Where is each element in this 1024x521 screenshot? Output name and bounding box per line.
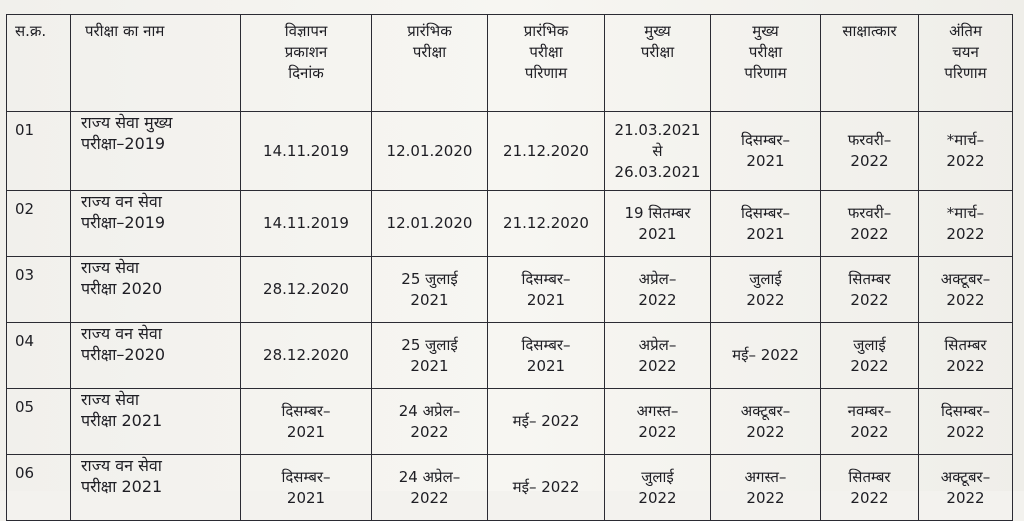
cell-mains-result: अगस्त– 2022 bbox=[711, 455, 821, 521]
cell-sn: 02 bbox=[7, 191, 71, 257]
header-final-result: अंतिम चयन परिणाम bbox=[919, 15, 1013, 112]
cell-mains-result: अक्टूबर– 2022 bbox=[711, 389, 821, 455]
cell-exam-name: राज्य वन सेवा परीक्षा 2021 bbox=[71, 455, 241, 521]
cell-interview: जुलाई 2022 bbox=[821, 323, 919, 389]
cell-interview: फरवरी– 2022 bbox=[821, 191, 919, 257]
cell-mains: 21.03.2021 से 26.03.2021 bbox=[605, 112, 711, 191]
cell-final-result: *मार्च– 2022 bbox=[919, 191, 1013, 257]
cell-mains-result: मई– 2022 bbox=[711, 323, 821, 389]
cell-exam-name: राज्य सेवा मुख्य परीक्षा–2019 bbox=[71, 112, 241, 191]
header-prelim-result: प्रारंभिक परीक्षा परिणाम bbox=[488, 15, 605, 112]
cell-mains: जुलाई 2022 bbox=[605, 455, 711, 521]
cell-mains-result: जुलाई 2022 bbox=[711, 257, 821, 323]
header-exam-name: परीक्षा का नाम bbox=[71, 15, 241, 112]
cell-interview: फरवरी– 2022 bbox=[821, 112, 919, 191]
cell-prelim-result: 21.12.2020 bbox=[488, 112, 605, 191]
cell-sn: 04 bbox=[7, 323, 71, 389]
cell-prelim-result: मई– 2022 bbox=[488, 389, 605, 455]
header-advt-date: विज्ञापन प्रकाशन दिनांक bbox=[241, 15, 372, 112]
cell-advt-date: 14.11.2019 bbox=[241, 112, 372, 191]
cell-advt-date: दिसम्बर– 2021 bbox=[241, 455, 372, 521]
cell-prelim: 12.01.2020 bbox=[372, 112, 488, 191]
table-row bbox=[7, 257, 1013, 323]
cell-final-result: अक्टूबर– 2022 bbox=[919, 257, 1013, 323]
table-row bbox=[7, 455, 1013, 521]
cell-mains: अगस्त– 2022 bbox=[605, 389, 711, 455]
cell-advt-date: 28.12.2020 bbox=[241, 257, 372, 323]
table-row bbox=[7, 191, 1013, 257]
cell-exam-name: राज्य वन सेवा परीक्षा–2020 bbox=[71, 323, 241, 389]
cell-final-result: *मार्च– 2022 bbox=[919, 112, 1013, 191]
cell-exam-name: राज्य सेवा परीक्षा 2020 bbox=[71, 257, 241, 323]
header-mains-result: मुख्य परीक्षा परिणाम bbox=[711, 15, 821, 112]
cell-sn: 01 bbox=[7, 112, 71, 191]
table-row bbox=[7, 112, 1013, 191]
header-interview: साक्षात्कार bbox=[821, 15, 919, 112]
cell-prelim: 24 अप्रेल– 2022 bbox=[372, 455, 488, 521]
header-sn: स.क्र. bbox=[7, 15, 71, 112]
cell-interview: नवम्बर– 2022 bbox=[821, 389, 919, 455]
cell-advt-date: 28.12.2020 bbox=[241, 323, 372, 389]
cell-interview: सितम्बर 2022 bbox=[821, 455, 919, 521]
table-body bbox=[7, 112, 1013, 521]
cell-exam-name: राज्य वन सेवा परीक्षा–2019 bbox=[71, 191, 241, 257]
cell-prelim: 25 जुलाई 2021 bbox=[372, 323, 488, 389]
cell-interview: सितम्बर 2022 bbox=[821, 257, 919, 323]
cell-prelim-result: दिसम्बर– 2021 bbox=[488, 323, 605, 389]
cell-sn: 05 bbox=[7, 389, 71, 455]
cell-final-result: अक्टूबर– 2022 bbox=[919, 455, 1013, 521]
cell-exam-name: राज्य सेवा परीक्षा 2021 bbox=[71, 389, 241, 455]
table-row bbox=[7, 389, 1013, 455]
header-row bbox=[7, 15, 1013, 112]
exam-schedule-table bbox=[6, 14, 1013, 521]
cell-prelim-result: मई– 2022 bbox=[488, 455, 605, 521]
table-row bbox=[7, 323, 1013, 389]
cell-prelim: 25 जुलाई 2021 bbox=[372, 257, 488, 323]
cell-mains-result: दिसम्बर– 2021 bbox=[711, 191, 821, 257]
cell-mains: अप्रेल– 2022 bbox=[605, 323, 711, 389]
cell-sn: 06 bbox=[7, 455, 71, 521]
cell-mains: 19 सितम्बर 2021 bbox=[605, 191, 711, 257]
cell-advt-date: 14.11.2019 bbox=[241, 191, 372, 257]
cell-prelim-result: दिसम्बर– 2021 bbox=[488, 257, 605, 323]
cell-advt-date: दिसम्बर– 2021 bbox=[241, 389, 372, 455]
cell-final-result: दिसम्बर– 2022 bbox=[919, 389, 1013, 455]
header-prelim: प्रारंभिक परीक्षा bbox=[372, 15, 488, 112]
cell-prelim-result: 21.12.2020 bbox=[488, 191, 605, 257]
cell-mains-result: दिसम्बर– 2021 bbox=[711, 112, 821, 191]
header-mains: मुख्य परीक्षा bbox=[605, 15, 711, 112]
cell-prelim: 12.01.2020 bbox=[372, 191, 488, 257]
cell-prelim: 24 अप्रेल– 2022 bbox=[372, 389, 488, 455]
cell-final-result: सितम्बर 2022 bbox=[919, 323, 1013, 389]
cell-sn: 03 bbox=[7, 257, 71, 323]
cell-mains: अप्रेल– 2022 bbox=[605, 257, 711, 323]
table-header bbox=[7, 15, 1013, 112]
